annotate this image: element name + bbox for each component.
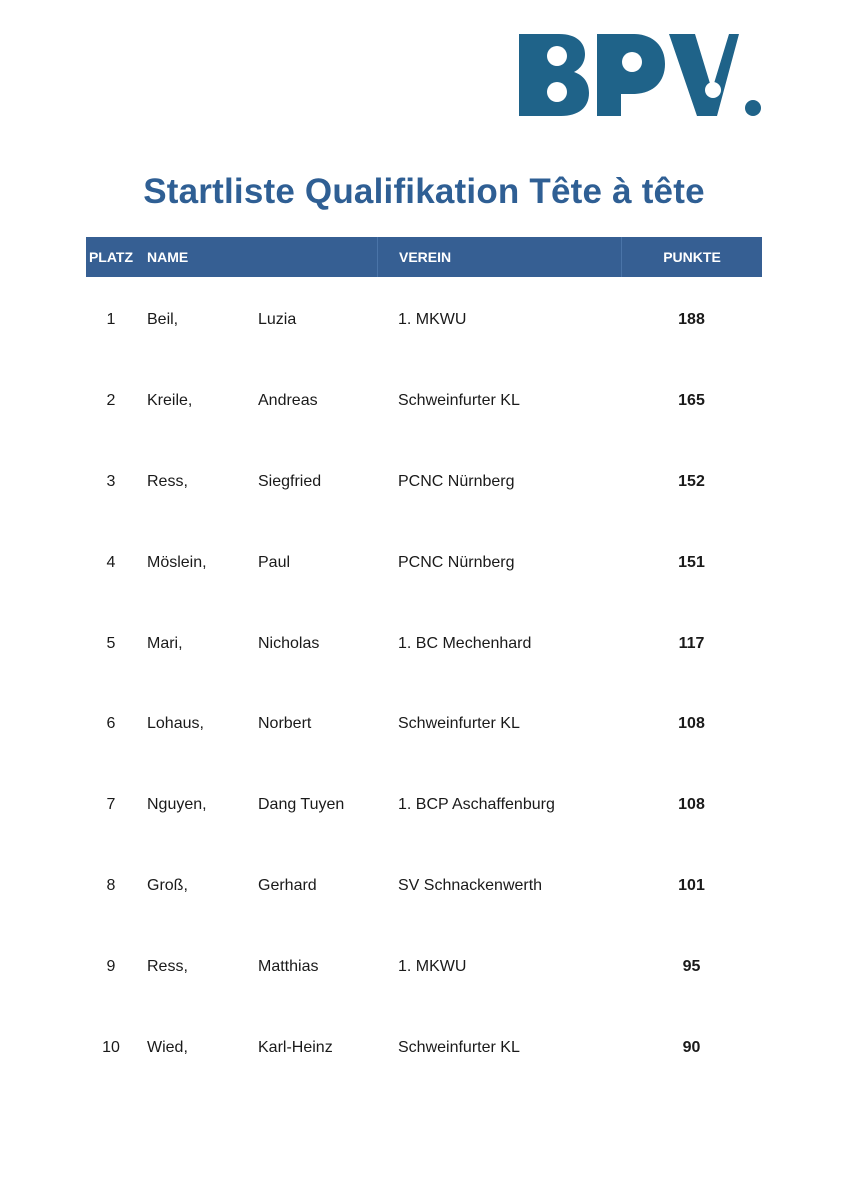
cell-platz: 10 bbox=[102, 1038, 120, 1056]
cell-platz: 1 bbox=[106, 311, 116, 329]
startlist-table bbox=[86, 237, 762, 1088]
bpv-logo bbox=[517, 32, 767, 120]
cell-first-name: Paul bbox=[258, 553, 291, 571]
cell-last-name: Ress, bbox=[147, 472, 188, 490]
column-header-verein: VEREIN bbox=[377, 237, 621, 277]
table-row bbox=[86, 684, 762, 765]
cell-verein: 1. BCP Aschaffenburg bbox=[398, 796, 555, 814]
cell-verein: 1. BC Mechenhard bbox=[398, 634, 532, 652]
table-row bbox=[86, 442, 762, 523]
cell-verein: Schweinfurter KL bbox=[398, 715, 520, 733]
table-body bbox=[86, 280, 762, 1088]
cell-punkte: 117 bbox=[678, 634, 705, 652]
cell-last-name: Groß, bbox=[147, 876, 188, 894]
cell-verein: Schweinfurter KL bbox=[398, 392, 520, 410]
cell-platz: 9 bbox=[106, 957, 116, 975]
cell-last-name: Nguyen, bbox=[147, 796, 207, 814]
table-header bbox=[86, 237, 762, 277]
cell-platz: 3 bbox=[106, 472, 116, 490]
column-header-punkte: PUNKTE bbox=[621, 237, 762, 277]
cell-platz: 4 bbox=[106, 553, 116, 571]
page-title: Startliste Qualifikation Tête à tête bbox=[143, 172, 705, 211]
table-row bbox=[86, 361, 762, 442]
cell-verein: PCNC Nürnberg bbox=[398, 553, 515, 571]
cell-punkte: 95 bbox=[682, 957, 701, 975]
cell-punkte: 101 bbox=[678, 876, 705, 894]
cell-platz: 5 bbox=[106, 634, 116, 652]
cell-last-name: Kreile, bbox=[147, 392, 193, 410]
cell-first-name: Gerhard bbox=[258, 876, 317, 894]
table-row bbox=[86, 765, 762, 846]
cell-verein: 1. MKWU bbox=[398, 311, 467, 329]
cell-verein: Schweinfurter KL bbox=[398, 1038, 520, 1056]
cell-punkte: 188 bbox=[678, 311, 705, 329]
table-row bbox=[86, 846, 762, 927]
cell-punkte: 108 bbox=[678, 796, 705, 814]
cell-first-name: Karl-Heinz bbox=[258, 1038, 333, 1056]
column-header-name: NAME bbox=[147, 249, 189, 265]
cell-platz: 8 bbox=[106, 876, 116, 894]
cell-verein: PCNC Nürnberg bbox=[398, 472, 515, 490]
cell-punkte: 90 bbox=[682, 1038, 701, 1056]
cell-punkte: 165 bbox=[678, 392, 705, 410]
cell-first-name: Norbert bbox=[258, 715, 312, 733]
column-header-platz: PLATZ bbox=[88, 249, 134, 265]
cell-punkte: 108 bbox=[678, 715, 705, 733]
table-row bbox=[86, 603, 762, 684]
cell-verein: SV Schnackenwerth bbox=[398, 876, 543, 894]
cell-first-name: Luzia bbox=[258, 311, 297, 329]
cell-last-name: Mari, bbox=[147, 634, 183, 652]
cell-last-name: Ress, bbox=[147, 957, 188, 975]
cell-first-name: Dang Tuyen bbox=[258, 796, 345, 814]
cell-first-name: Andreas bbox=[258, 392, 318, 410]
table-row bbox=[86, 926, 762, 1007]
cell-first-name: Siegfried bbox=[258, 472, 322, 490]
table-row bbox=[86, 280, 762, 361]
cell-first-name: Matthias bbox=[258, 957, 319, 975]
table-row bbox=[86, 522, 762, 603]
cell-last-name: Möslein, bbox=[147, 553, 207, 571]
cell-last-name: Wied, bbox=[147, 1038, 188, 1056]
cell-verein: 1. MKWU bbox=[398, 957, 467, 975]
table-row bbox=[86, 1007, 762, 1088]
cell-platz: 7 bbox=[106, 796, 116, 814]
cell-last-name: Lohaus, bbox=[147, 715, 204, 733]
cell-punkte: 152 bbox=[678, 472, 705, 490]
cell-punkte: 151 bbox=[678, 553, 705, 571]
cell-platz: 6 bbox=[106, 715, 116, 733]
cell-last-name: Beil, bbox=[147, 311, 179, 329]
cell-first-name: Nicholas bbox=[258, 634, 320, 652]
cell-platz: 2 bbox=[106, 392, 116, 410]
